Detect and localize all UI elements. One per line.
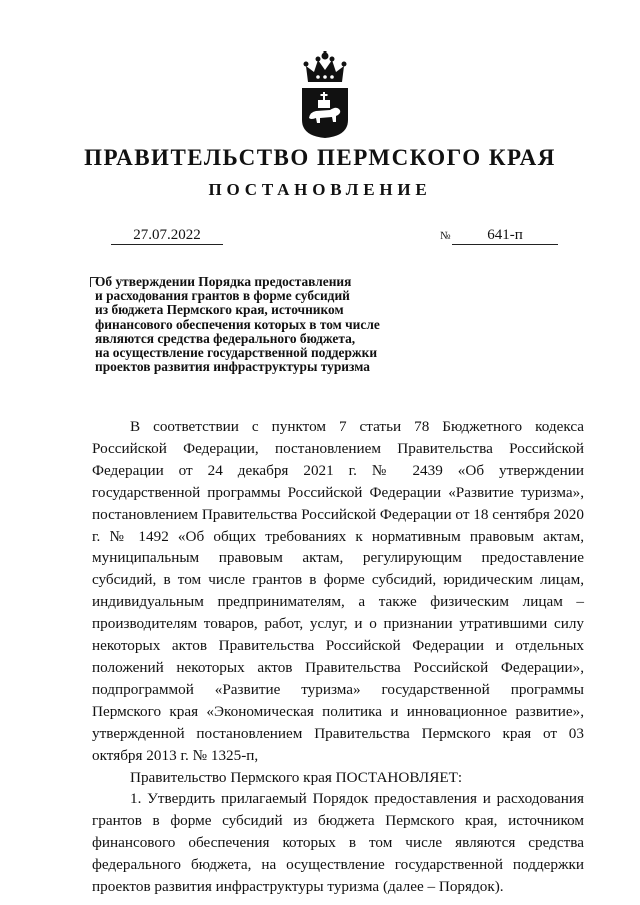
document-date: 27.07.2022 bbox=[111, 226, 223, 245]
document-number: 641-п bbox=[452, 226, 558, 245]
subject-line: проектов развития инфраструктуры туризма bbox=[95, 359, 370, 375]
subject-line: и расходования грантов в форме субсидий bbox=[95, 288, 350, 304]
document-type: ПОСТАНОВЛЕНИЕ bbox=[208, 180, 432, 199]
preamble-paragraph: В соответствии с пунктом 7 статьи 78 Бюджетного кодекса Российской Федерации, постановлением Правительства Российской Федерации от 24 декабря 2021 г. № 2439 «Об утверждении государственной программы Российской Федерации «Развитие туризма», постановлением Правительства Российской Федерации от 18 сентября 2020 г. № 1492 «Об общих требованиях к нормативным правовым актам, муниципальным правовым актам, регулирующим предоставление субсидий, в том числе грантов в форме субсидий, юридическим лицам, индивидуальным предпринимателям, а также физическим лицам – производителям товаров, работ, услуг, и о признании утратившими силу некоторых актов Правительства Российской Федерации и отдельных положений некоторых актов Правительства Российской Федерации», подпрограммой «Развитие туризма» государственной программы Пермского края «Экономическая политика и инновационное развитие», утвержденной постановлением Правительства Пермского края от 03 октября 2013 г. № 1325-п, bbox=[92, 418, 584, 764]
coat-of-arms-icon bbox=[296, 48, 354, 140]
decree-paragraph: Правительство Пермского края ПОСТАНОВЛЯЕТ: bbox=[130, 768, 463, 786]
item-1-paragraph: 1. Утвердить прилагаемый Порядок предоставления и расходования грантов в форме субсидий из бюджета Пермского края, источником финансового обеспечения которых в том числе являются средства федерального бюджета, на осуществление государственной поддержки проектов развития инфраструктуры туризма (далее – Порядок). bbox=[92, 790, 584, 896]
number-sign: № bbox=[440, 230, 451, 242]
subject-line: на осуществление государственной поддержки bbox=[95, 345, 378, 361]
subject-line: из бюджета Пермского края, источником bbox=[95, 302, 344, 318]
document-subject bbox=[95, 275, 455, 374]
subject-line: являются средства федерального бюджета, bbox=[95, 330, 356, 346]
document-body bbox=[92, 416, 584, 898]
subject-line: Об утверждении Порядка предоставления bbox=[95, 274, 352, 289]
subject-line: финансового обеспечения которых в том числе bbox=[95, 316, 380, 332]
government-title: ПРАВИТЕЛЬСТВО ПЕРМСКОГО КРАЯ bbox=[84, 145, 556, 170]
